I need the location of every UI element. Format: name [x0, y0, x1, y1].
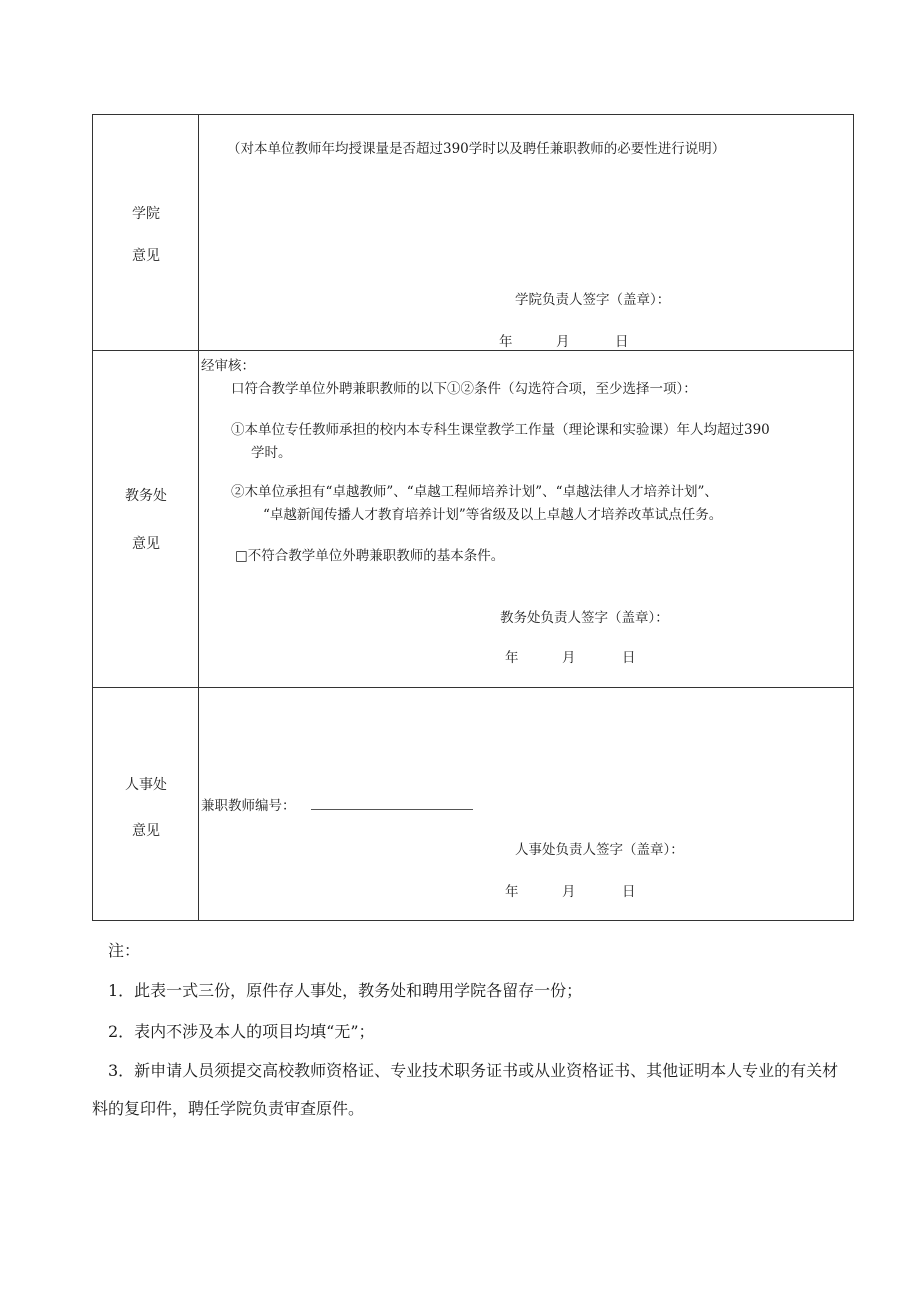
academic-affairs-date-month: 月 — [562, 650, 576, 666]
academic-affairs-label-line2: 意见 — [132, 536, 160, 552]
teacher-id-input[interactable] — [311, 809, 473, 810]
college-label-line2: 意见 — [132, 248, 160, 264]
academic-affairs-intro: 经审核： — [201, 358, 255, 374]
condition2-line2: “卓越新闻传播人才教育培养计划”等省级及以上卓越人才培养改革试点任务。 — [263, 507, 723, 523]
college-signature-label: 学院负责人签字（盖章）： — [515, 292, 671, 308]
option-meets-conditions-checkbox[interactable]: 口符合教学单位外聘兼职教师的以下①②条件（勾选符合项，至少选择一项）： — [231, 381, 697, 397]
condition1-line1: ①本单位专任教师承担的校内本专科生课堂教学工作量（理论课和实验课）年人均超过390 — [231, 422, 770, 438]
academic-affairs-opinion-field[interactable] — [199, 351, 853, 687]
condition1-line2: 学时。 — [251, 445, 292, 461]
college-label-line1: 学院 — [132, 206, 160, 222]
college-instruction: （对本单位教师年均授课量是否超过390学时以及聘任兼职教师的必要性进行说明） — [227, 141, 726, 157]
hr-date-day: 日 — [622, 884, 636, 900]
note-item-1: 1．此表一式三份，原件存人事处，教务处和聘用学院各留存一份； — [108, 981, 583, 1000]
academic-affairs-opinion-row — [93, 351, 853, 688]
hr-opinion-field[interactable] — [199, 688, 853, 920]
hr-date-year: 年 — [505, 884, 519, 900]
hr-label-cell — [93, 688, 199, 920]
notes-title: 注： — [108, 941, 141, 960]
college-date-month: 月 — [556, 334, 570, 350]
teacher-id-label: 兼职教师编号： — [201, 798, 296, 814]
college-label-cell — [93, 115, 199, 350]
hr-label-line1: 人事处 — [125, 777, 167, 793]
academic-affairs-signature-label: 教务处负责人签字（盖章）： — [500, 610, 669, 626]
condition2-line1: ②木单位承担有“卓越教师”、“卓越工程师培养计划”、“卓越法律人才培养计划”、 — [231, 484, 718, 500]
college-opinion-field[interactable] — [199, 115, 853, 350]
hr-label-line2: 意见 — [132, 823, 160, 839]
hr-date-month: 月 — [562, 884, 576, 900]
academic-affairs-label-line1: 教务处 — [125, 488, 167, 504]
college-date-day: 日 — [615, 334, 629, 350]
note-item-2: 2．表内不涉及本人的项目均填“无”； — [108, 1022, 375, 1041]
college-opinion-row — [93, 115, 853, 351]
academic-affairs-date-day: 日 — [622, 650, 636, 666]
college-date-year: 年 — [499, 334, 513, 350]
option-not-meets-checkbox[interactable]: □不符合教学单位外聘兼职教师的基本条件。 — [235, 548, 505, 564]
note-item-3: 3．新申请人员须提交高校教师资格证、专业技术职务证书或从业资格证书、其他证明本人专业的有关材料的复印件，聘任学院负责审查原件。 — [92, 1061, 839, 1118]
hr-opinion-row — [93, 688, 853, 920]
academic-affairs-label-cell — [93, 351, 199, 687]
hr-signature-label: 人事处负责人签字（盖章）： — [515, 842, 684, 858]
academic-affairs-date-year: 年 — [505, 650, 519, 666]
approval-form-table — [92, 114, 854, 921]
